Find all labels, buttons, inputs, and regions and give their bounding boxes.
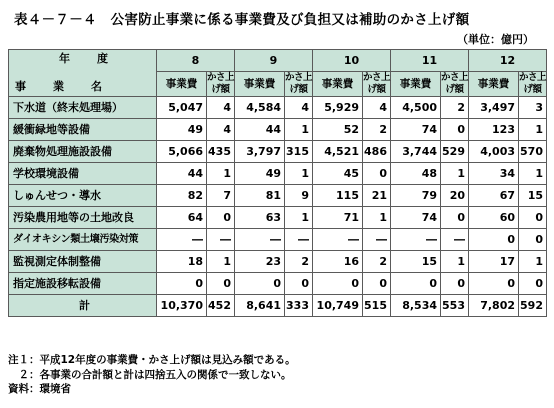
kasa-cell: 1 xyxy=(441,251,469,273)
header-row-years xyxy=(9,50,547,72)
amount-cell: 23 xyxy=(235,251,285,273)
unit-label: （単位：億円） xyxy=(457,33,534,46)
kasa-cell: 1 xyxy=(441,163,469,185)
kasa-col-header-line2: げ額 xyxy=(211,84,230,95)
kasa-cell: 2 xyxy=(285,251,313,273)
kasa-cell: 9 xyxy=(285,185,313,207)
amount-cell: 67 xyxy=(469,185,519,207)
row-name: 指定施設移転設備 xyxy=(9,273,157,295)
amount-cell: 4,584 xyxy=(235,97,285,119)
table-row xyxy=(9,229,547,251)
table-row xyxy=(9,163,547,185)
table-title: 表４－７－４ 公害防止事業に係る事業費及び負担又は補助のかさ上げ額 xyxy=(14,12,470,28)
amount-cell: 4,003 xyxy=(469,141,519,163)
amount-cell: 49 xyxy=(157,119,207,141)
table-row xyxy=(9,207,547,229)
amount-cell: 0 xyxy=(469,229,519,251)
kasa-cell: 486 xyxy=(363,141,391,163)
kasa-col-header-line1: かさ上 xyxy=(207,72,235,83)
amount-cell: 4,521 xyxy=(313,141,363,163)
amount-cell: 71 xyxy=(313,207,363,229)
header-nendo-label: 年 度 xyxy=(59,52,116,65)
kasa-col-header xyxy=(519,72,547,97)
amount-cell: 64 xyxy=(157,207,207,229)
kasa-col-header-line1: かさ上 xyxy=(441,72,469,83)
amount-cell: 49 xyxy=(235,163,285,185)
kasa-cell: 0 xyxy=(363,273,391,295)
total-row xyxy=(9,295,547,317)
kasa-cell: 0 xyxy=(207,207,235,229)
row-name: 廃棄物処理施設設備 xyxy=(9,141,157,163)
year-header: 12 xyxy=(469,50,547,72)
amount-cell: 5,047 xyxy=(157,97,207,119)
kasa-cell: 0 xyxy=(519,273,547,295)
amount-cell: 0 xyxy=(235,273,285,295)
amount-cell: 18 xyxy=(157,251,207,273)
total-label: 計 xyxy=(9,295,157,317)
amount-cell: ― xyxy=(157,229,207,251)
amount-col-header: 事業費 xyxy=(313,72,363,97)
kasa-col-header-line1: かさ上 xyxy=(285,72,313,83)
kasa-cell: 3 xyxy=(519,97,547,119)
kasa-cell: 435 xyxy=(207,141,235,163)
amount-cell: 34 xyxy=(469,163,519,185)
amount-cell: 44 xyxy=(157,163,207,185)
amount-cell: 52 xyxy=(313,119,363,141)
amount-cell: 45 xyxy=(313,163,363,185)
amount-cell: 74 xyxy=(391,119,441,141)
kasa-cell: 0 xyxy=(519,207,547,229)
kasa-cell: 1 xyxy=(285,163,313,185)
amount-cell: 44 xyxy=(235,119,285,141)
kasa-cell: ― xyxy=(363,229,391,251)
amount-col-header: 事業費 xyxy=(469,72,519,97)
kasa-col-header-line1: かさ上 xyxy=(363,72,391,83)
kasa-cell: 1 xyxy=(207,163,235,185)
source-line: 資料：環境省 xyxy=(8,383,71,395)
table-row xyxy=(9,185,547,207)
kasa-col-header xyxy=(363,72,391,97)
kasa-col-header-line2: げ額 xyxy=(289,84,308,95)
kasa-cell: 20 xyxy=(441,185,469,207)
kasa-cell: ― xyxy=(441,229,469,251)
note-line: ２：各事業の合計額と計は四捨五入の関係で一致しない。 xyxy=(8,368,292,381)
row-name: 監視測定体制整備 xyxy=(9,251,157,273)
amount-cell: 74 xyxy=(391,207,441,229)
amount-cell: 16 xyxy=(313,251,363,273)
kasa-cell: 592 xyxy=(519,295,547,317)
kasa-cell: 4 xyxy=(207,97,235,119)
kasa-cell: 529 xyxy=(441,141,469,163)
kasa-col-header xyxy=(285,72,313,97)
table-row xyxy=(9,251,547,273)
amount-cell: ― xyxy=(313,229,363,251)
amount-cell: 79 xyxy=(391,185,441,207)
data-table xyxy=(8,49,547,317)
kasa-cell: ― xyxy=(207,229,235,251)
kasa-cell: 2 xyxy=(363,119,391,141)
amount-cell: 60 xyxy=(469,207,519,229)
table-row xyxy=(9,97,547,119)
note-line: 注１：平成12年度の事業費・かさ上げ額は見込み額である。 xyxy=(8,354,296,366)
header-jigyo-label: 事 業 名 xyxy=(15,80,110,93)
kasa-cell: 315 xyxy=(285,141,313,163)
kasa-col-header xyxy=(441,72,469,97)
amount-cell: 17 xyxy=(469,251,519,273)
amount-cell: 8,641 xyxy=(235,295,285,317)
amount-cell: 0 xyxy=(391,273,441,295)
kasa-cell: 4 xyxy=(363,97,391,119)
kasa-cell: 0 xyxy=(519,229,547,251)
kasa-cell: 1 xyxy=(519,251,547,273)
amount-cell: 4,500 xyxy=(391,97,441,119)
amount-cell: 7,802 xyxy=(469,295,519,317)
year-header: 11 xyxy=(391,50,469,72)
year-header: 8 xyxy=(157,50,235,72)
amount-cell: 0 xyxy=(157,273,207,295)
row-name: しゅんせつ・導水 xyxy=(9,185,157,207)
kasa-cell: 0 xyxy=(441,273,469,295)
amount-cell: 0 xyxy=(313,273,363,295)
kasa-cell: 553 xyxy=(441,295,469,317)
kasa-cell: 515 xyxy=(363,295,391,317)
amount-cell: 82 xyxy=(157,185,207,207)
kasa-cell: 4 xyxy=(285,97,313,119)
amount-cell: 115 xyxy=(313,185,363,207)
amount-cell: 15 xyxy=(391,251,441,273)
kasa-cell: 570 xyxy=(519,141,547,163)
notes xyxy=(8,353,296,397)
kasa-cell: 4 xyxy=(207,119,235,141)
kasa-cell: 0 xyxy=(441,207,469,229)
kasa-cell: 1 xyxy=(519,119,547,141)
table-row xyxy=(9,273,547,295)
amount-cell: 5,929 xyxy=(313,97,363,119)
kasa-col-header-line2: げ額 xyxy=(445,84,464,95)
kasa-col-header-line2: げ額 xyxy=(523,84,542,95)
amount-cell: 63 xyxy=(235,207,285,229)
kasa-cell: 2 xyxy=(441,97,469,119)
amount-col-header: 事業費 xyxy=(391,72,441,97)
kasa-cell: 0 xyxy=(285,273,313,295)
row-name: 下水道（終末処理場） xyxy=(9,97,157,119)
table-row xyxy=(9,141,547,163)
amount-cell: 123 xyxy=(469,119,519,141)
row-name: 緩衝緑地等設備 xyxy=(9,119,157,141)
row-name: 学校環境設備 xyxy=(9,163,157,185)
kasa-cell: 1 xyxy=(207,251,235,273)
kasa-cell: 0 xyxy=(363,163,391,185)
amount-col-header: 事業費 xyxy=(235,72,285,97)
amount-cell: 48 xyxy=(391,163,441,185)
amount-cell: 3,744 xyxy=(391,141,441,163)
kasa-col-header xyxy=(207,72,235,97)
kasa-cell: 1 xyxy=(363,207,391,229)
amount-cell: 3,497 xyxy=(469,97,519,119)
kasa-cell: 21 xyxy=(363,185,391,207)
kasa-cell: 333 xyxy=(285,295,313,317)
header-corner-cell xyxy=(9,50,157,97)
year-header: 9 xyxy=(235,50,313,72)
kasa-cell: ― xyxy=(285,229,313,251)
kasa-col-header-line1: かさ上 xyxy=(519,72,547,83)
kasa-cell: 15 xyxy=(519,185,547,207)
row-name: ダイオキシン類土壌汚染対策 xyxy=(9,229,157,251)
kasa-cell: 452 xyxy=(207,295,235,317)
amount-cell: 10,749 xyxy=(313,295,363,317)
kasa-col-header-line2: げ額 xyxy=(367,84,386,95)
amount-cell: 8,534 xyxy=(391,295,441,317)
kasa-cell: 1 xyxy=(285,119,313,141)
amount-cell: ― xyxy=(235,229,285,251)
amount-cell: ― xyxy=(391,229,441,251)
year-header: 10 xyxy=(313,50,391,72)
kasa-cell: 0 xyxy=(207,273,235,295)
table-row xyxy=(9,119,547,141)
kasa-cell: 0 xyxy=(441,119,469,141)
kasa-cell: 1 xyxy=(519,163,547,185)
amount-cell: 3,797 xyxy=(235,141,285,163)
amount-cell: 5,066 xyxy=(157,141,207,163)
kasa-cell: 2 xyxy=(363,251,391,273)
kasa-cell: 7 xyxy=(207,185,235,207)
row-name: 汚染農用地等の土地改良 xyxy=(9,207,157,229)
amount-cell: 10,370 xyxy=(157,295,207,317)
kasa-cell: 1 xyxy=(285,207,313,229)
amount-col-header: 事業費 xyxy=(157,72,207,97)
amount-cell: 81 xyxy=(235,185,285,207)
amount-cell: 0 xyxy=(469,273,519,295)
